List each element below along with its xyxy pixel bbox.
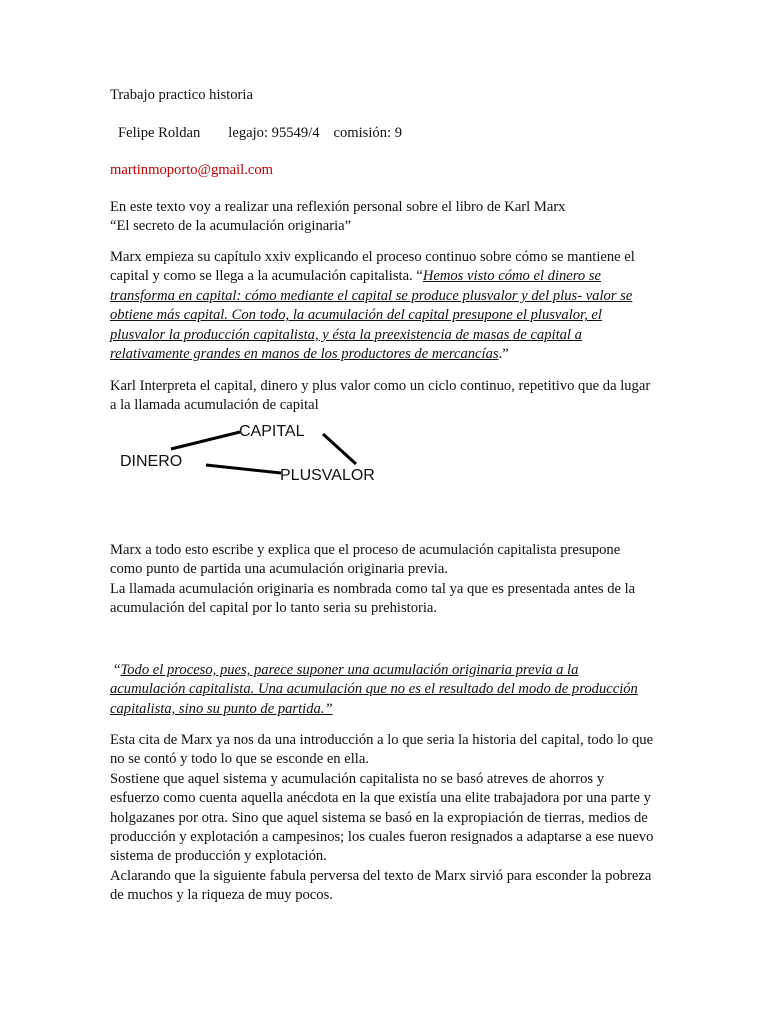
paragraph-3 xyxy=(110,541,655,619)
paragraph-4-c: Aclarando que la siguiente fabula perversa del texto de Marx sirvió para esconder la pobreza de muchos y la riqueza de muy pocos. xyxy=(110,867,652,904)
document-title: Trabajo practico historia xyxy=(110,87,253,103)
link-dinero-plusvalor xyxy=(206,465,281,473)
diagram-label-capital: CAPITAL xyxy=(239,423,305,440)
link-capital-plusvalor xyxy=(323,434,356,464)
student-comision: comisión: 9 xyxy=(333,125,403,141)
paragraph-4-b: Sostiene que aquel sistema y acumulación capitalista no se basó atreves de ahorros y esfuerzo como cuenta aquella anécdota en la que existía una elite trabajadora por una parte y holgazanes por otra. Sino que aquel sistema se basó en la expropiación de tierras, medios de producción y explotación a campesinos; los cuales fueron resignados a adaptarse a ese nuevo sistema de producción y explotación. xyxy=(110,770,654,865)
marx-quote-2: Todo el proceso, pues, parece suponer una acumulación originaria previa a la acumulación capitalista. Una acumulación que no es el resultado del modo de producción capitalista, sino su punto de partida.” xyxy=(110,662,638,717)
student-name: Felipe Roldan xyxy=(118,125,201,141)
paragraph-1-text: Marx empieza su capítulo xxiv explicando el proceso continuo sobre cómo se mantiene el capital y como se llega a la acumulación capitalista. “ xyxy=(110,249,635,285)
paragraph-2: Karl Interpreta el capital, dinero y plus valor como un ciclo continuo, repetitivo que da lugar a la llamada acumulación de capital xyxy=(110,378,651,414)
diagram-label-plusvalor: PLUSVALOR xyxy=(280,467,375,484)
link-dinero-capital xyxy=(171,432,240,449)
intro-line-2: “El secreto de la acumulación originaria” xyxy=(110,218,352,234)
marx-quote-1: Hemos visto cómo el dinero se transforma en capital: cómo mediante el capital se produce plusvalor y del plus- valor se obtiene más capital. Con todo, la acumulación del capital presupone el plusvalor, el plusvalor la producción capitalista, y ésta la preexistencia de masas de capital a relativamente grandes en manos de los productores de mercancías xyxy=(110,268,633,363)
email-link[interactable]: martinmoporto@gmail.com xyxy=(110,162,273,178)
paragraph-1 xyxy=(110,248,655,364)
capital-cycle-diagram xyxy=(116,418,426,488)
paragraph-4 xyxy=(110,731,655,906)
student-legajo: legajo: 95549/4 xyxy=(228,125,320,141)
student-info-line xyxy=(118,124,402,143)
diagram-label-dinero: DINERO xyxy=(120,453,183,470)
intro-line-1: En este texto voy a realizar una reflexión personal sobre el libro de Karl Marx xyxy=(110,199,566,215)
paragraph-1-close: .” xyxy=(498,346,509,363)
quote-2-open: “ xyxy=(114,662,121,678)
paragraph-4-a: Esta cita de Marx ya nos da una introducción a lo que seria la historia del capital, todo lo que no se contó y todo lo que se esconde en ella. xyxy=(110,732,654,768)
quote-2 xyxy=(110,661,655,719)
paragraph-3-a: Marx a todo esto escribe y explica que el proceso de acumulación capitalista presupone como punto de partida una acumulación originaria previa. xyxy=(110,542,621,578)
paragraph-3-b: La llamada acumulación originaria es nombrada como tal ya que es presentada antes de la acumulación del capital por lo tanto seria su prehistoria. xyxy=(110,580,636,617)
